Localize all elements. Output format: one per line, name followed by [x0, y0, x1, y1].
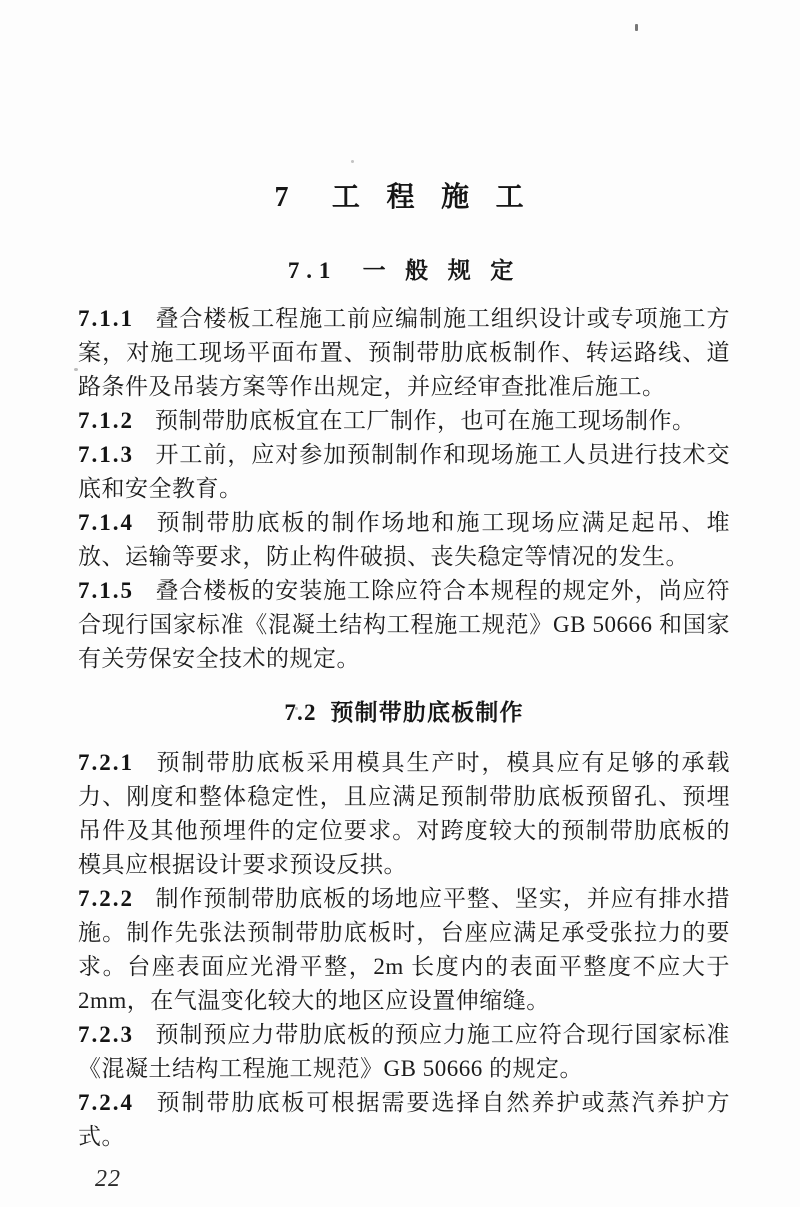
clause-7-2-3: [78, 1018, 730, 1086]
clause-7-2-4: [78, 1086, 730, 1154]
section-7-2-clauses: [78, 746, 730, 1154]
clause-number: 7.1.3: [78, 442, 134, 467]
clause-number: 7.1.5: [78, 578, 134, 603]
clause-number: 7.1.4: [78, 510, 134, 535]
clause-7-1-1: [78, 302, 730, 404]
clause-number: 7.2.4: [78, 1090, 134, 1115]
clause-text: 叠合楼板的安装施工除应符合本规程的规定外，尚应符合现行国家标准《混凝土结构工程施工规范》GB 50666 和国家有关劳保安全技术的规定。: [78, 578, 730, 671]
clause-7-1-2: [78, 404, 730, 438]
clause-text: 制作预制带肋底板的场地应平整、坚实，并应有排水措施。制作先张法预制带肋底板时，台座应满足承受张拉力的要求。台座表面应光滑平整，2m 长度内的表面平整度不应大于 2mm，在气温变化较大的地区应设置伸缩缝。: [78, 886, 730, 1013]
page-number: 22: [95, 1166, 121, 1192]
clause-number: 7.2.2: [78, 886, 134, 911]
page-content: [0, 180, 800, 1193]
section-heading-7-2: 7.2 预制带肋底板制作: [284, 700, 524, 725]
clause-text: 开工前，应对参加预制制作和现场施工人员进行技术交底和安全教育。: [78, 442, 730, 501]
clause-text: 叠合楼板工程施工前应编制施工组织设计或专项施工方案，对施工现场平面布置、预制带肋底板制作、转运路线、道路条件及吊装方案等作出规定，并应经审查批准后施工。: [78, 306, 730, 399]
scan-speck: [635, 24, 638, 31]
clause-7-1-4: [78, 506, 730, 574]
scan-speck: [351, 160, 354, 163]
chapter-title: 7 工 程 施 工: [274, 182, 534, 213]
section-7-1-clauses: [78, 302, 730, 676]
clause-7-2-2: [78, 882, 730, 1018]
section-heading-7-1: 7.1 一 般 规 定: [287, 258, 521, 283]
clause-text: 预制带肋底板可根据需要选择自然养护或蒸汽养护方式。: [78, 1090, 730, 1149]
clause-7-1-5: [78, 574, 730, 676]
clause-text: 预制带肋底板采用模具生产时，模具应有足够的承载力、刚度和整体稳定性，且应满足预制带肋底板预留孔、预埋吊件及其他预埋件的定位要求。对跨度较大的预制带肋底板的模具应根据设计要求预设反拱。: [78, 750, 730, 877]
clause-text: 预制预应力带肋底板的预应力施工应符合现行国家标准《混凝土结构工程施工规范》GB 50666 的规定。: [78, 1022, 730, 1081]
clause-number: 7.1.1: [78, 306, 134, 331]
clause-7-2-1: [78, 746, 730, 882]
clause-text: 预制带肋底板宜在工厂制作，也可在施工现场制作。: [155, 408, 696, 433]
clause-text: 预制带肋底板的制作场地和施工现场应满足起吊、堆放、运输等要求，防止构件破损、丧失稳定等情况的发生。: [78, 510, 730, 569]
clause-number: 7.2.3: [78, 1022, 134, 1047]
clause-7-1-3: [78, 438, 730, 506]
clause-number: 7.2.1: [78, 750, 134, 775]
clause-number: 7.1.2: [78, 408, 134, 433]
